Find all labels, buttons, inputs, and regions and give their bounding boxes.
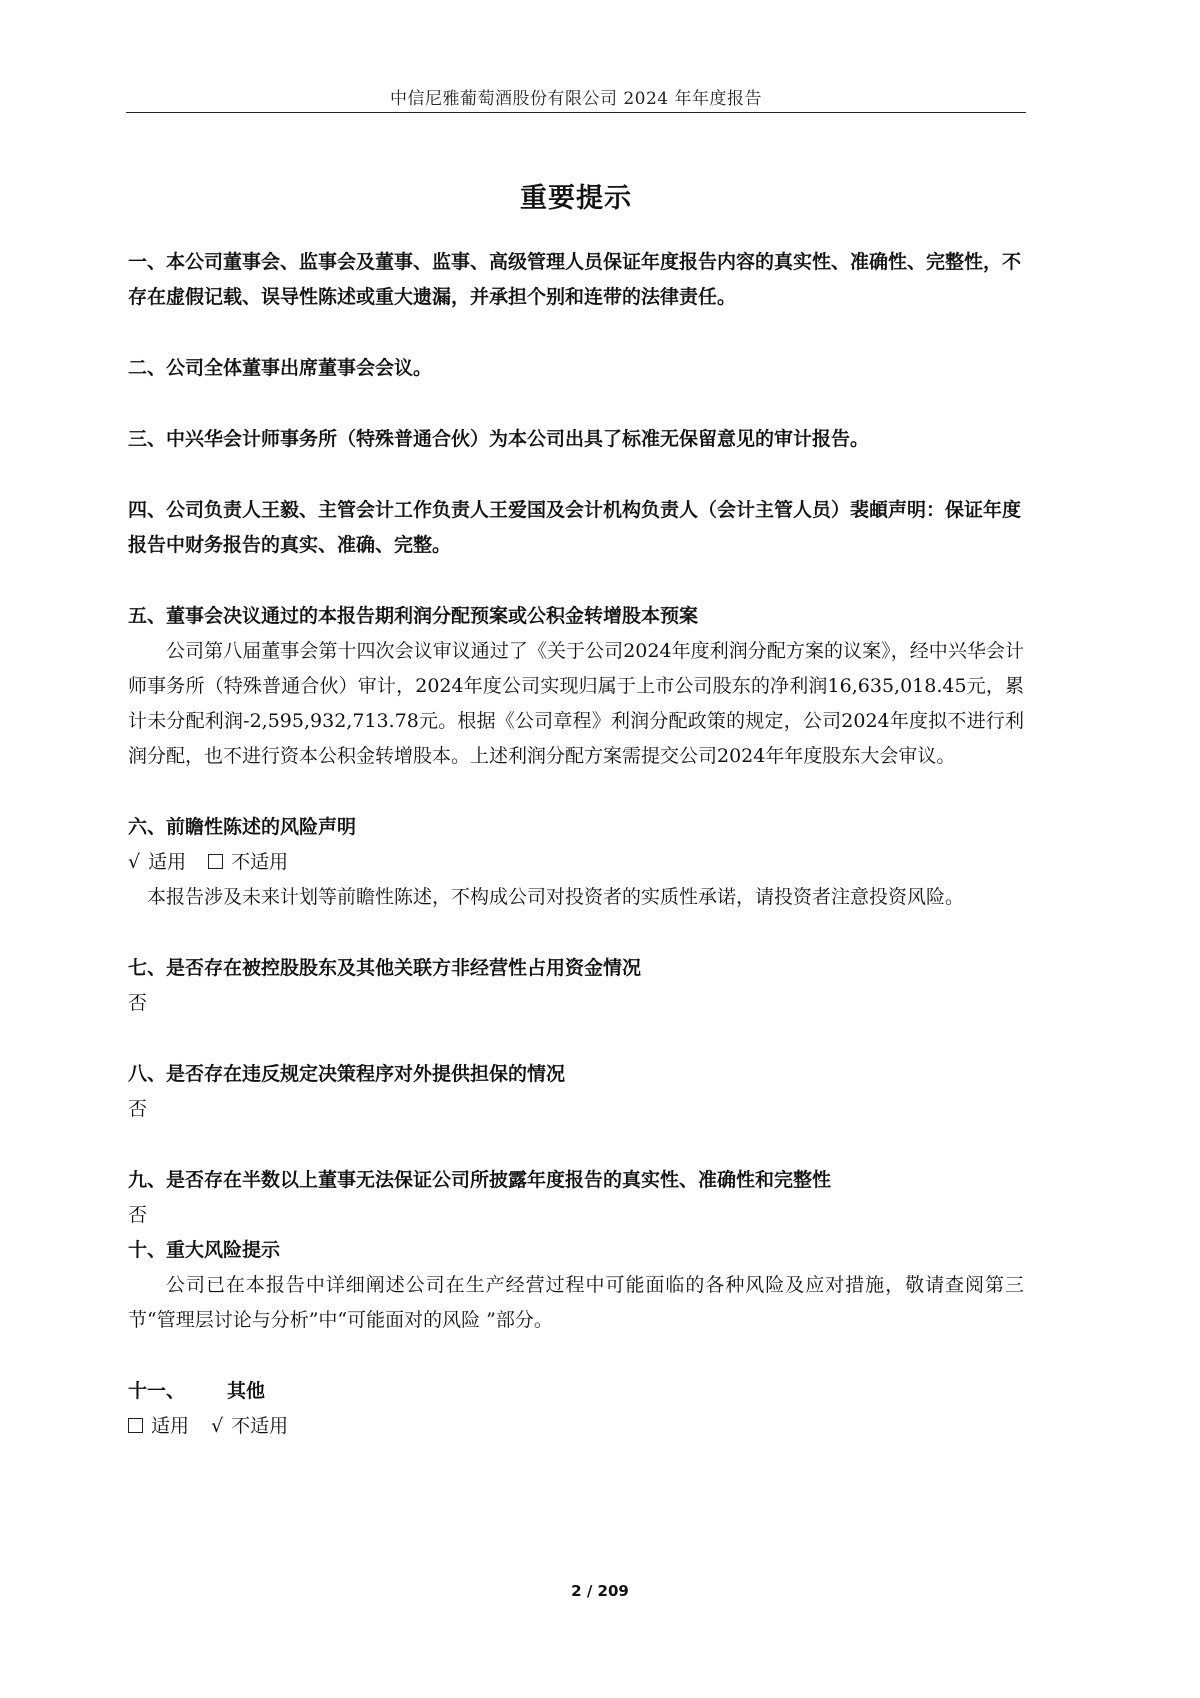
section-11-option-applicable: 适用 — [128, 1415, 197, 1437]
page-header: 中信尼雅葡萄酒股份有限公司 2024 年年度报告 — [389, 89, 763, 109]
section-3-heading: 三、中兴华会计师事务所（特殊普通合伙）为本公司出具了标准无保留意见的审计报告。 — [128, 428, 870, 450]
section-5-heading: 五、董事会决议通过的本报告期利润分配预案或公积金转增股本预案 — [128, 605, 699, 627]
section-11-options — [128, 1409, 1024, 1444]
checkmark-icon: √ — [128, 851, 141, 873]
section-7-answer: 否 — [128, 992, 148, 1014]
section-11-heading — [128, 1374, 1024, 1409]
checkmark-icon: √ — [211, 1415, 224, 1437]
document-body — [128, 245, 1024, 1444]
section-10-heading: 十、重大风险提示 — [128, 1239, 281, 1261]
document-title: 重要提示 — [520, 183, 632, 214]
section-1-heading: 一、本公司董事会、监事会及董事、监事、高级管理人员保证年度报告内容的真实性、准确性、完整性，不存在虚假记载、误导性陈述或重大遗漏，并承担个别和连带的法律责任。 — [128, 251, 1022, 308]
section-6-option-applicable: √ 适用 — [128, 851, 187, 873]
section-11-title: 其他 — [227, 1380, 266, 1402]
section-6-options — [128, 845, 1024, 880]
section-5-body: 公司第八届董事会第十四次会议审议通过了《关于公司2024年度利润分配方案的议案》，经中兴华会计师事务所（特殊普通合伙）审计，2024年度公司实现归属于上市公司股东的净利润16,635,018.45元，累计未分配利润-2,595,932,713.78元。根据《公司章程》利润分配政策的规定，公司2024年度拟不进行利润分配，也不进行资本公积金转增股本。上述利润分配方案需提交公司2024年年度股东大会审议。 — [128, 640, 1024, 767]
empty-checkbox-icon — [208, 854, 223, 869]
section-8-heading: 八、是否存在违反规定决策程序对外提供担保的情况 — [128, 1063, 566, 1085]
section-9-answer: 否 — [128, 1204, 148, 1226]
section-2-heading: 二、公司全体董事出席董事会会议。 — [128, 357, 433, 379]
section-11-option-not-applicable: √ 不适用 — [211, 1415, 289, 1437]
page-number: 2 / 209 — [571, 1582, 629, 1600]
section-10-body: 公司已在本报告中详细阐述公司在生产经营过程中可能面临的各种风险及应对措施，敬请查阅第三节“管理层讨论与分析”中“可能面对的风险 ”部分。 — [128, 1274, 1024, 1331]
section-4-heading: 四、公司负责人王毅、主管会计工作负责人王爱国及会计机构负责人（会计主管人员）裴頔声明：保证年度报告中财务报告的真实、准确、完整。 — [128, 499, 1022, 556]
section-9-heading: 九、是否存在半数以上董事无法保证公司所披露年度报告的真实性、准确性和完整性 — [128, 1169, 832, 1191]
section-6-heading: 六、前瞻性陈述的风险声明 — [128, 816, 357, 838]
header-divider — [126, 112, 1026, 113]
section-6-option-not-applicable: 不适用 — [208, 851, 296, 873]
empty-checkbox-icon — [128, 1418, 143, 1433]
section-7-heading: 七、是否存在被控股股东及其他关联方非经营性占用资金情况 — [128, 957, 642, 979]
section-8-answer: 否 — [128, 1098, 148, 1120]
section-11-number: 十一、 — [128, 1380, 186, 1402]
section-6-body: 本报告涉及未来计划等前瞻性陈述，不构成公司对投资者的实质性承诺，请投资者注意投资风险。 — [147, 886, 965, 908]
